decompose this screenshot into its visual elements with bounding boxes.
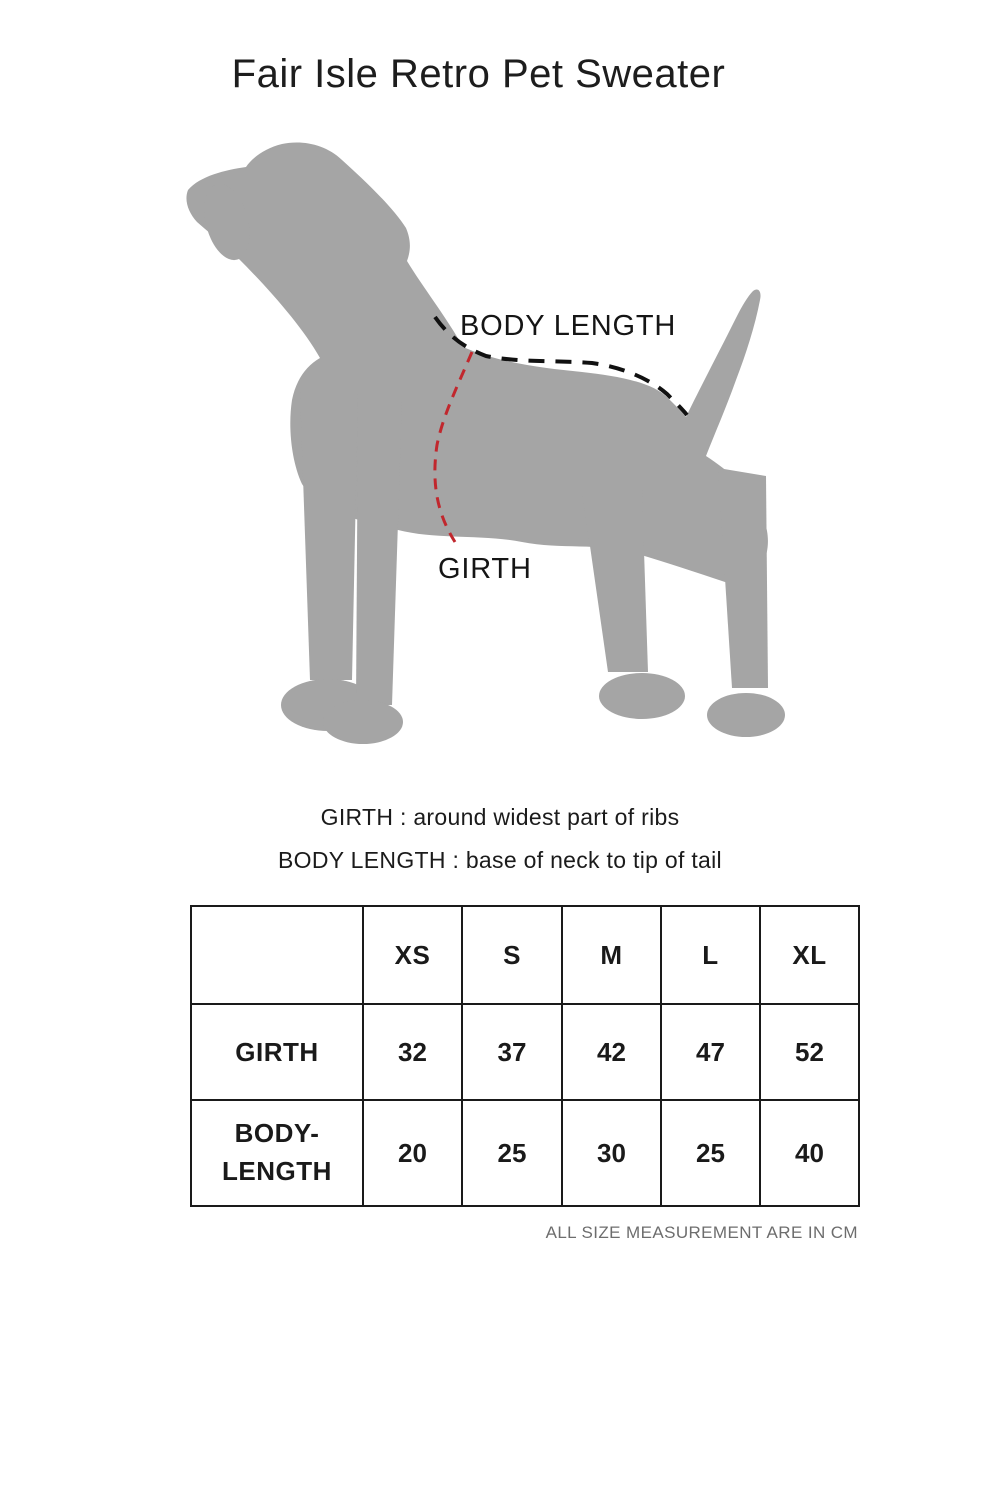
dog-front-leg-near xyxy=(300,390,358,680)
body-length-row-label-text: BODY-LENGTH xyxy=(222,1118,332,1186)
body-length-row-label xyxy=(191,1100,363,1206)
dog-silhouette-illustration xyxy=(150,120,850,770)
size-column-xl: XL xyxy=(760,906,859,1004)
size-column-xs: XS xyxy=(363,906,462,1004)
girth-value-s: 37 xyxy=(462,1004,562,1100)
dog-rear-leg-far xyxy=(582,490,648,672)
body-length-label: BODY LENGTH xyxy=(460,310,677,342)
dog-rear-foot-near xyxy=(707,693,785,737)
body-length-value-s: 25 xyxy=(462,1100,562,1206)
girth-table-row xyxy=(191,1004,859,1100)
size-column-l: L xyxy=(661,906,760,1004)
girth-label: GIRTH xyxy=(438,553,532,585)
dog-rear-foot-far xyxy=(599,673,685,719)
girth-row-label: GIRTH xyxy=(191,1004,363,1100)
girth-value-m: 42 xyxy=(562,1004,661,1100)
dog-body-shape xyxy=(186,143,767,584)
size-column-m: M xyxy=(562,906,661,1004)
body-length-value-xs: 20 xyxy=(363,1100,462,1206)
dog-front-leg-far xyxy=(356,400,402,705)
body-length-value-m: 30 xyxy=(562,1100,661,1206)
dog-rear-leg-near xyxy=(718,468,768,688)
units-footnote: ALL SIZE MEASUREMENT ARE IN CM xyxy=(545,1223,858,1242)
girth-value-l: 47 xyxy=(661,1004,760,1100)
body-length-table-row xyxy=(191,1100,859,1206)
size-table xyxy=(190,905,860,1207)
dog-measurement-diagram xyxy=(150,120,850,770)
size-column-s: S xyxy=(462,906,562,1004)
body-length-value-l: 25 xyxy=(661,1100,760,1206)
girth-definition: GIRTH : around widest part of ribs xyxy=(320,804,680,830)
page-title: Fair Isle Retro Pet Sweater xyxy=(231,52,726,96)
girth-value-xl: 52 xyxy=(760,1004,859,1100)
dog-front-foot-far xyxy=(323,700,403,744)
girth-value-xs: 32 xyxy=(363,1004,462,1100)
size-table-corner-cell xyxy=(191,906,363,1004)
body-length-value-xl: 40 xyxy=(760,1100,859,1206)
body-length-definition: BODY LENGTH : base of neck to tip of tail xyxy=(278,847,722,873)
measurement-definitions xyxy=(0,796,1000,882)
size-table-header-row xyxy=(191,906,859,1004)
dog-silhouette xyxy=(186,143,785,744)
